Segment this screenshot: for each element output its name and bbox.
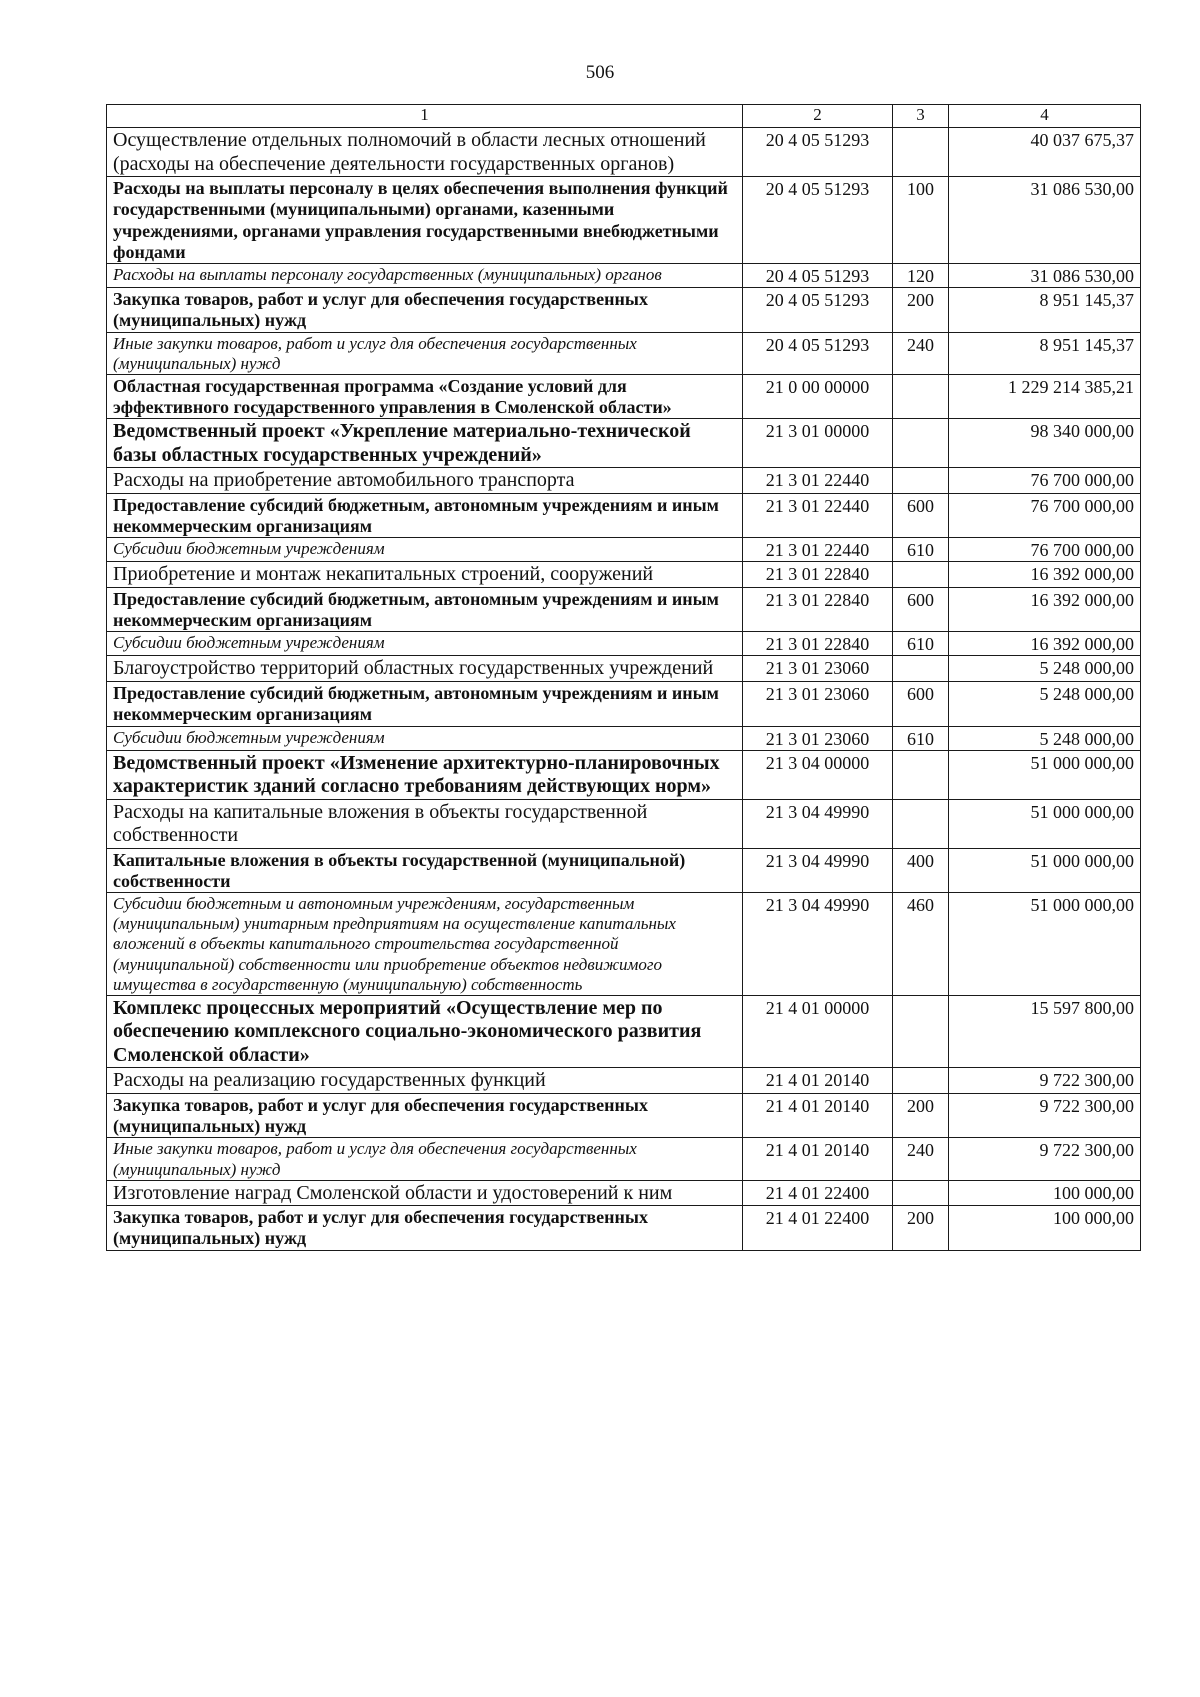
row-name: Ведомственный проект «Укрепление материально-технической базы областных государственных учреждений» <box>107 419 743 468</box>
row-amount: 98 340 000,00 <box>949 419 1141 468</box>
header-col-3: 3 <box>893 105 949 128</box>
row-code: 21 3 01 22840 <box>743 632 893 656</box>
table-row <box>107 1093 1141 1137</box>
row-expense-type <box>893 419 949 468</box>
row-amount: 40 037 675,37 <box>949 128 1141 177</box>
row-amount: 51 000 000,00 <box>949 893 1141 995</box>
row-name: Иные закупки товаров, работ и услуг для обеспечения государственных (муниципальных) нужд <box>107 332 743 374</box>
row-amount: 51 000 000,00 <box>949 750 1141 799</box>
row-code: 21 4 01 22400 <box>743 1180 893 1206</box>
row-expense-type: 100 <box>893 177 949 264</box>
table-row <box>107 562 1141 588</box>
row-code: 21 4 01 22400 <box>743 1206 893 1250</box>
row-expense-type <box>893 562 949 588</box>
row-amount: 5 248 000,00 <box>949 682 1141 726</box>
table-row <box>107 374 1141 418</box>
row-name: Ведомственный проект «Изменение архитектурно-планировочных характеристик зданий согласно требованиям действующих норм» <box>107 750 743 799</box>
row-code: 21 3 01 22440 <box>743 468 893 494</box>
table-row <box>107 264 1141 288</box>
row-code: 21 3 04 00000 <box>743 750 893 799</box>
row-expense-type: 600 <box>893 493 949 537</box>
row-expense-type: 200 <box>893 288 949 332</box>
row-expense-type: 240 <box>893 332 949 374</box>
row-name: Субсидии бюджетным учреждениям <box>107 726 743 750</box>
row-name: Предоставление субсидий бюджетным, автономным учреждениям и иным некоммерческим организациям <box>107 588 743 632</box>
row-code: 20 4 05 51293 <box>743 288 893 332</box>
row-amount: 16 392 000,00 <box>949 562 1141 588</box>
row-amount: 8 951 145,37 <box>949 288 1141 332</box>
table-row <box>107 1068 1141 1094</box>
table-row <box>107 288 1141 332</box>
row-expense-type <box>893 468 949 494</box>
row-expense-type: 460 <box>893 893 949 995</box>
row-amount: 51 000 000,00 <box>949 848 1141 892</box>
row-name: Субсидии бюджетным и автономным учреждениям, государственным (муниципальным) унитарным предприятиям на осуществление капитальных вложений в объекты капитального строительства государственной (муниципальной) собственности или приобретение объектов недвижимого имущества в государственную (муниципальную) собственность <box>107 893 743 995</box>
row-name: Изготовление наград Смоленской области и удостоверений к ним <box>107 1180 743 1206</box>
row-name: Комплекс процессных мероприятий «Осуществление мер по обеспечению комплексного социально-экономического развития Смоленской области» <box>107 995 743 1068</box>
table-row <box>107 177 1141 264</box>
row-expense-type <box>893 750 949 799</box>
row-code: 21 3 01 00000 <box>743 419 893 468</box>
row-code: 21 3 01 23060 <box>743 726 893 750</box>
table-row <box>107 682 1141 726</box>
table-row <box>107 493 1141 537</box>
row-name: Осуществление отдельных полномочий в области лесных отношений (расходы на обеспечение деятельности государственных органов) <box>107 128 743 177</box>
row-code: 21 3 01 22840 <box>743 588 893 632</box>
row-expense-type <box>893 656 949 682</box>
row-amount: 76 700 000,00 <box>949 468 1141 494</box>
row-expense-type: 610 <box>893 632 949 656</box>
row-amount: 16 392 000,00 <box>949 632 1141 656</box>
row-amount: 51 000 000,00 <box>949 799 1141 848</box>
row-amount: 9 722 300,00 <box>949 1068 1141 1094</box>
table-row <box>107 128 1141 177</box>
table-row <box>107 893 1141 995</box>
header-col-1: 1 <box>107 105 743 128</box>
row-code: 21 4 01 20140 <box>743 1068 893 1094</box>
row-expense-type: 120 <box>893 264 949 288</box>
row-name: Областная государственная программа «Создание условий для эффективного государственного управления в Смоленской области» <box>107 374 743 418</box>
row-expense-type: 400 <box>893 848 949 892</box>
row-expense-type <box>893 995 949 1068</box>
row-amount: 9 722 300,00 <box>949 1138 1141 1180</box>
row-expense-type <box>893 1180 949 1206</box>
row-code: 21 0 00 00000 <box>743 374 893 418</box>
row-expense-type: 200 <box>893 1206 949 1250</box>
row-code: 21 3 04 49990 <box>743 848 893 892</box>
row-expense-type <box>893 799 949 848</box>
table-header <box>107 105 1141 128</box>
row-code: 21 3 01 22840 <box>743 562 893 588</box>
row-amount: 5 248 000,00 <box>949 656 1141 682</box>
row-code: 21 4 01 20140 <box>743 1093 893 1137</box>
row-name: Расходы на выплаты персоналу государственных (муниципальных) органов <box>107 264 743 288</box>
row-name: Расходы на реализацию государственных функций <box>107 1068 743 1094</box>
table-row <box>107 419 1141 468</box>
row-amount: 8 951 145,37 <box>949 332 1141 374</box>
row-name: Капитальные вложения в объекты государственной (муниципальной) собственности <box>107 848 743 892</box>
row-amount: 100 000,00 <box>949 1180 1141 1206</box>
row-expense-type: 240 <box>893 1138 949 1180</box>
row-amount: 16 392 000,00 <box>949 588 1141 632</box>
row-amount: 5 248 000,00 <box>949 726 1141 750</box>
row-name: Расходы на капитальные вложения в объекты государственной собственности <box>107 799 743 848</box>
row-expense-type: 610 <box>893 726 949 750</box>
row-expense-type <box>893 1068 949 1094</box>
table-row <box>107 995 1141 1068</box>
row-code: 21 3 01 23060 <box>743 682 893 726</box>
header-col-4: 4 <box>949 105 1141 128</box>
row-amount: 100 000,00 <box>949 1206 1141 1250</box>
row-code: 21 4 01 20140 <box>743 1138 893 1180</box>
table-row <box>107 468 1141 494</box>
row-amount: 76 700 000,00 <box>949 538 1141 562</box>
table-row <box>107 332 1141 374</box>
row-code: 21 3 04 49990 <box>743 893 893 995</box>
row-code: 20 4 05 51293 <box>743 264 893 288</box>
table-row <box>107 588 1141 632</box>
row-name: Приобретение и монтаж некапитальных строений, сооружений <box>107 562 743 588</box>
row-expense-type <box>893 128 949 177</box>
header-col-2: 2 <box>743 105 893 128</box>
row-code: 21 3 01 22440 <box>743 538 893 562</box>
row-expense-type: 600 <box>893 588 949 632</box>
row-name: Закупка товаров, работ и услуг для обеспечения государственных (муниципальных) нужд <box>107 288 743 332</box>
table-row <box>107 632 1141 656</box>
table-row <box>107 1180 1141 1206</box>
page-number: 506 <box>585 62 615 83</box>
row-name: Субсидии бюджетным учреждениям <box>107 538 743 562</box>
row-code: 21 4 01 00000 <box>743 995 893 1068</box>
row-expense-type: 600 <box>893 682 949 726</box>
row-code: 21 3 01 23060 <box>743 656 893 682</box>
row-code: 20 4 05 51293 <box>743 332 893 374</box>
row-code: 20 4 05 51293 <box>743 177 893 264</box>
table-row <box>107 750 1141 799</box>
row-amount: 76 700 000,00 <box>949 493 1141 537</box>
row-amount: 15 597 800,00 <box>949 995 1141 1068</box>
row-code: 20 4 05 51293 <box>743 128 893 177</box>
table-row <box>107 1206 1141 1250</box>
row-code: 21 3 04 49990 <box>743 799 893 848</box>
row-amount: 1 229 214 385,21 <box>949 374 1141 418</box>
table-row <box>107 1138 1141 1180</box>
row-expense-type: 200 <box>893 1093 949 1137</box>
row-name: Предоставление субсидий бюджетным, автономным учреждениям и иным некоммерческим организациям <box>107 682 743 726</box>
row-amount: 31 086 530,00 <box>949 177 1141 264</box>
row-name: Закупка товаров, работ и услуг для обеспечения государственных (муниципальных) нужд <box>107 1206 743 1250</box>
header-row <box>107 105 1141 128</box>
table-row <box>107 656 1141 682</box>
row-amount: 9 722 300,00 <box>949 1093 1141 1137</box>
row-name: Расходы на приобретение автомобильного транспорта <box>107 468 743 494</box>
row-expense-type: 610 <box>893 538 949 562</box>
row-name: Расходы на выплаты персоналу в целях обеспечения выполнения функций государственными (муниципальными) органами, казенными учреждениями, органами управления государственными внебюджетными фондами <box>107 177 743 264</box>
row-code: 21 3 01 22440 <box>743 493 893 537</box>
budget-table <box>106 104 1141 1251</box>
table-row <box>107 538 1141 562</box>
row-name: Предоставление субсидий бюджетным, автономным учреждениям и иным некоммерческим организациям <box>107 493 743 537</box>
table-row <box>107 726 1141 750</box>
row-expense-type <box>893 374 949 418</box>
row-name: Закупка товаров, работ и услуг для обеспечения государственных (муниципальных) нужд <box>107 1093 743 1137</box>
row-name: Иные закупки товаров, работ и услуг для обеспечения государственных (муниципальных) нужд <box>107 1138 743 1180</box>
row-name: Благоустройство территорий областных государственных учреждений <box>107 656 743 682</box>
table-body <box>107 128 1141 1251</box>
row-amount: 31 086 530,00 <box>949 264 1141 288</box>
row-name: Субсидии бюджетным учреждениям <box>107 632 743 656</box>
table-row <box>107 799 1141 848</box>
table-row <box>107 848 1141 892</box>
